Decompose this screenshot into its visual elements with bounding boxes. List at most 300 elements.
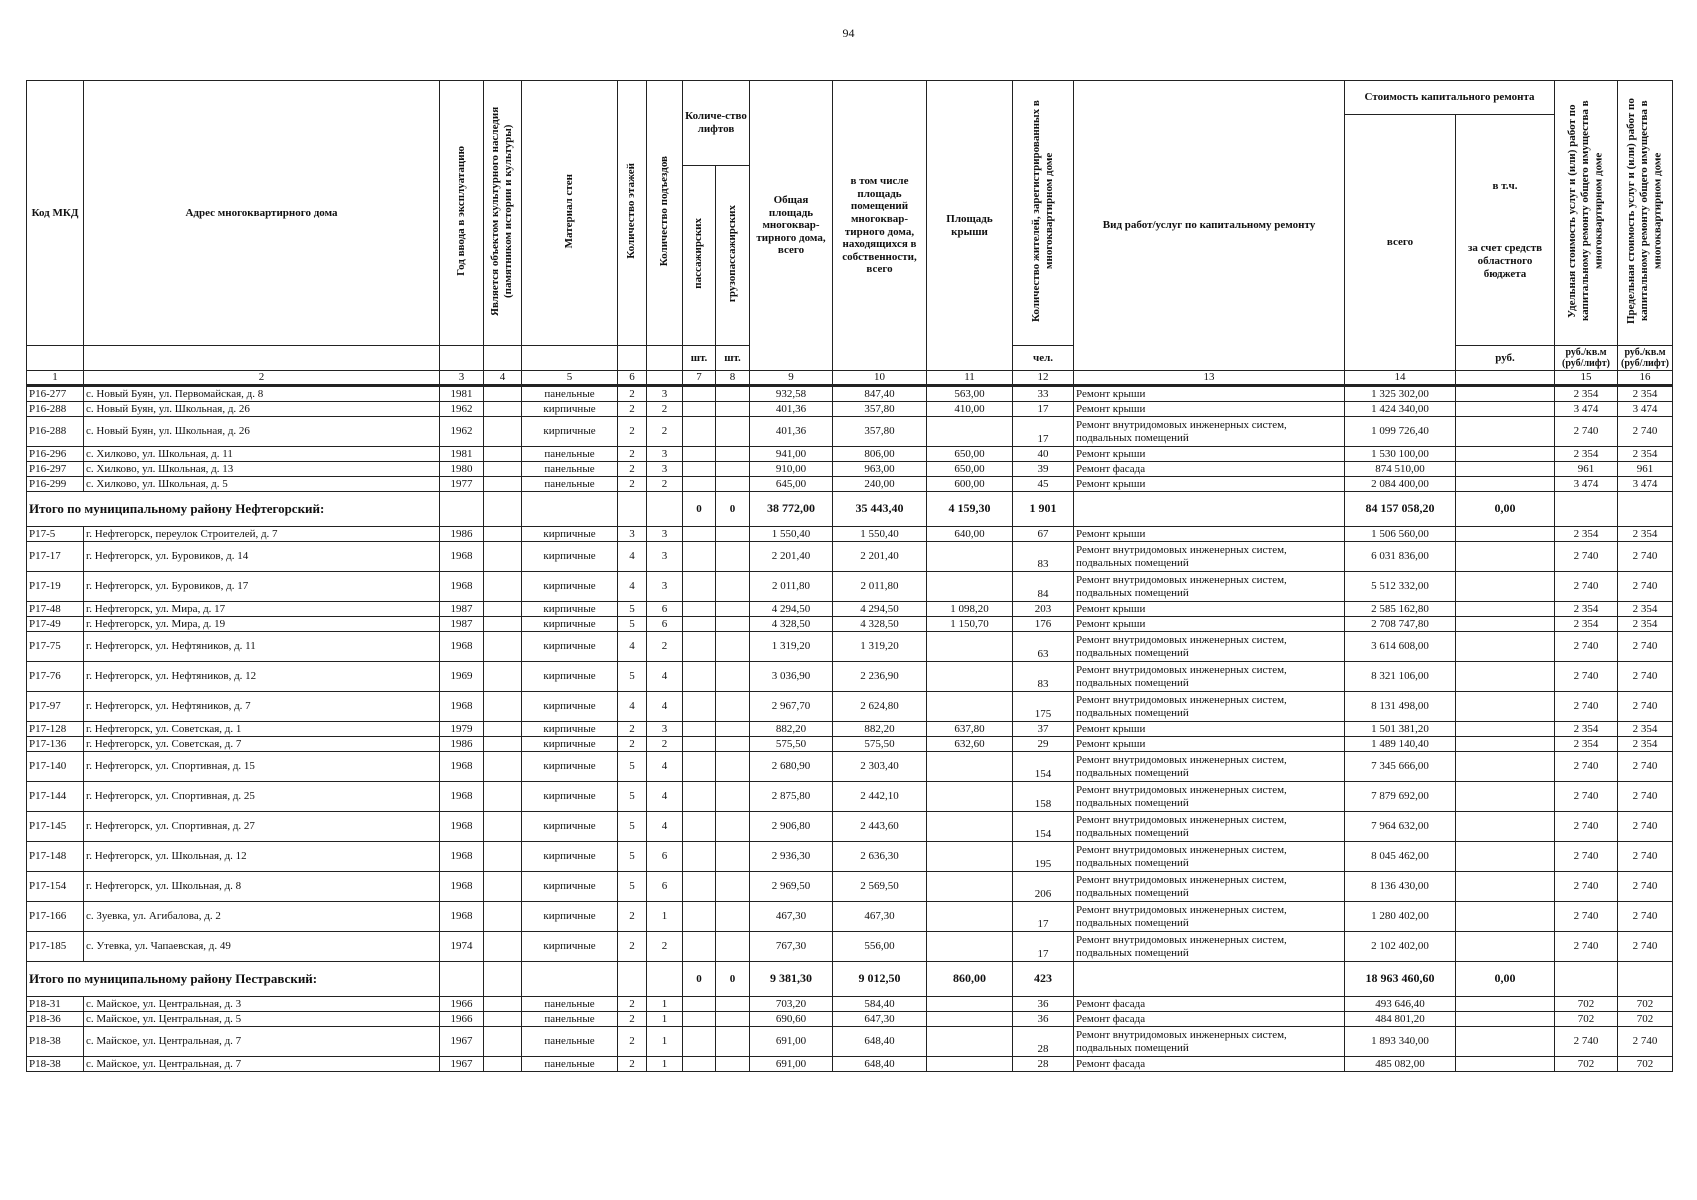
table-row <box>27 997 1673 1012</box>
cell-unit-cost: 2 740 <box>1555 632 1618 662</box>
cell-owned-area: 2 636,30 <box>833 842 927 872</box>
cell-lifts-cargo <box>716 417 750 447</box>
cell-cost-regional <box>1456 737 1555 752</box>
column-number: 2 <box>84 371 440 386</box>
cell-roof-area: 650,00 <box>927 447 1013 462</box>
cell-address: с. Утевка, ул. Чапаевская, д. 49 <box>84 932 440 962</box>
column-number: 15 <box>1555 371 1618 386</box>
cell-cost-total: 7 964 632,00 <box>1345 812 1456 842</box>
cell-residents: 33 <box>1013 386 1074 402</box>
cell-material: кирпичные <box>522 527 618 542</box>
cell-cost-total: 1 506 560,00 <box>1345 527 1456 542</box>
cell-cost-regional <box>1456 527 1555 542</box>
table-row <box>27 932 1673 962</box>
cell-address: г. Нефтегорск, ул. Школьная, д. 12 <box>84 842 440 872</box>
cell-owned-area: 1 550,40 <box>833 527 927 542</box>
cell-unit-cost: 2 354 <box>1555 617 1618 632</box>
table-row <box>27 812 1673 842</box>
cell-unit-cost: 2 740 <box>1555 572 1618 602</box>
total-value: 0,00 <box>1456 962 1555 997</box>
unit-pcs-passenger: шт. <box>683 346 716 371</box>
cell-unit-cost: 2 354 <box>1555 737 1618 752</box>
cell-cost-regional <box>1456 617 1555 632</box>
cell-work-type: Ремонт крыши <box>1074 617 1345 632</box>
cell-lifts-passenger <box>683 617 716 632</box>
district-total-row <box>27 492 1673 527</box>
header-material: Материал стен <box>522 81 618 346</box>
cell-year: 1968 <box>440 782 484 812</box>
table-row <box>27 602 1673 617</box>
column-number: 14 <box>1345 371 1456 386</box>
cell-unit-cost: 702 <box>1555 997 1618 1012</box>
cell-year: 1979 <box>440 722 484 737</box>
cell-code: Р17-154 <box>27 872 84 902</box>
cell-lifts-passenger <box>683 527 716 542</box>
cell-entrances: 1 <box>647 902 683 932</box>
empty-cell <box>522 492 618 527</box>
cell-owned-area: 2 442,10 <box>833 782 927 812</box>
cell-unit-cost: 2 740 <box>1555 692 1618 722</box>
cell-cost-total: 8 045 462,00 <box>1345 842 1456 872</box>
cell-year: 1968 <box>440 812 484 842</box>
cell-cost-total: 8 131 498,00 <box>1345 692 1456 722</box>
cell-cost-regional <box>1456 722 1555 737</box>
cell-address: г. Нефтегорск, ул. Мира, д. 17 <box>84 602 440 617</box>
cell-address: г. Нефтегорск, переулок Строителей, д. 7 <box>84 527 440 542</box>
cell-entrances: 4 <box>647 662 683 692</box>
cell-cost-regional <box>1456 782 1555 812</box>
cell-heritage <box>484 902 522 932</box>
column-number: 5 <box>522 371 618 386</box>
cell-year: 1968 <box>440 692 484 722</box>
cell-material: панельные <box>522 386 618 402</box>
cell-entrances: 3 <box>647 722 683 737</box>
cell-roof-area <box>927 997 1013 1012</box>
cell-lifts-cargo <box>716 872 750 902</box>
cell-max-cost: 2 354 <box>1618 386 1673 402</box>
column-number: 4 <box>484 371 522 386</box>
total-value: 4 159,30 <box>927 492 1013 527</box>
cell-work-type: Ремонт фасада <box>1074 462 1345 477</box>
cell-residents: 63 <box>1013 632 1074 662</box>
cell-unit-cost: 961 <box>1555 462 1618 477</box>
total-value: 9 381,30 <box>750 962 833 997</box>
cell-year: 1968 <box>440 542 484 572</box>
cell-address: г. Нефтегорск, ул. Советская, д. 1 <box>84 722 440 737</box>
cell-entrances: 4 <box>647 782 683 812</box>
cell-entrances: 2 <box>647 477 683 492</box>
cell-roof-area: 600,00 <box>927 477 1013 492</box>
cell-roof-area: 637,80 <box>927 722 1013 737</box>
total-value: 0 <box>683 962 716 997</box>
cell-code: Р17-48 <box>27 602 84 617</box>
cell-year: 1968 <box>440 752 484 782</box>
cell-roof-area <box>927 842 1013 872</box>
cell-lifts-cargo <box>716 1012 750 1027</box>
cell-address: г. Нефтегорск, ул. Мира, д. 19 <box>84 617 440 632</box>
cell-unit-cost: 702 <box>1555 1012 1618 1027</box>
cell-floors: 2 <box>618 447 647 462</box>
cell-residents: 158 <box>1013 782 1074 812</box>
cell-max-cost: 2 740 <box>1618 572 1673 602</box>
cell-cost-total: 493 646,40 <box>1345 997 1456 1012</box>
cell-lifts-passenger <box>683 812 716 842</box>
cell-owned-area: 1 319,20 <box>833 632 927 662</box>
cell-cost-total: 1 530 100,00 <box>1345 447 1456 462</box>
unit-rub-incl: руб. <box>1456 346 1555 371</box>
cell-unit-cost: 2 740 <box>1555 812 1618 842</box>
cell-address: с. Новый Буян, ул. Школьная, д. 26 <box>84 417 440 447</box>
header-cost-incl: в т.ч. <box>1492 179 1518 192</box>
cell-cost-regional <box>1456 842 1555 872</box>
cell-owned-area: 806,00 <box>833 447 927 462</box>
cell-material: кирпичные <box>522 602 618 617</box>
cell-owned-area: 2 236,90 <box>833 662 927 692</box>
cell-cost-total: 874 510,00 <box>1345 462 1456 477</box>
cell-lifts-cargo <box>716 1027 750 1057</box>
total-value: 1 901 <box>1013 492 1074 527</box>
cell-lifts-passenger <box>683 477 716 492</box>
cell-floors: 2 <box>618 902 647 932</box>
cell-total-area: 2 967,70 <box>750 692 833 722</box>
cell-floors: 5 <box>618 752 647 782</box>
unit-empty-7 <box>647 346 683 371</box>
cell-lifts-passenger <box>683 932 716 962</box>
cell-lifts-cargo <box>716 617 750 632</box>
cell-entrances: 6 <box>647 617 683 632</box>
cell-max-cost: 2 740 <box>1618 662 1673 692</box>
cell-total-area: 2 680,90 <box>750 752 833 782</box>
cell-address: г. Нефтегорск, ул. Спортивная, д. 15 <box>84 752 440 782</box>
cell-roof-area <box>927 902 1013 932</box>
column-number <box>647 371 683 386</box>
cell-cost-total: 2 084 400,00 <box>1345 477 1456 492</box>
cell-material: панельные <box>522 997 618 1012</box>
cell-total-area: 690,60 <box>750 1012 833 1027</box>
cell-floors: 2 <box>618 722 647 737</box>
cell-heritage <box>484 417 522 447</box>
cell-work-type: Ремонт крыши <box>1074 722 1345 737</box>
unit-per-sqm-15: руб./кв.м (руб/лифт) <box>1555 346 1618 371</box>
cell-year: 1968 <box>440 872 484 902</box>
cell-cost-total: 2 102 402,00 <box>1345 932 1456 962</box>
column-number <box>1456 371 1555 386</box>
cell-total-area: 2 011,80 <box>750 572 833 602</box>
cell-entrances: 1 <box>647 997 683 1012</box>
cell-max-cost: 2 740 <box>1618 812 1673 842</box>
column-number: 9 <box>750 371 833 386</box>
cell-work-type: Ремонт крыши <box>1074 602 1345 617</box>
cell-address: с. Зуевка, ул. Агибалова, д. 2 <box>84 902 440 932</box>
cell-material: кирпичные <box>522 737 618 752</box>
cell-heritage <box>484 737 522 752</box>
cell-code: Р17-17 <box>27 542 84 572</box>
cell-owned-area: 556,00 <box>833 932 927 962</box>
cell-floors: 5 <box>618 662 647 692</box>
cell-code: Р17-97 <box>27 692 84 722</box>
cell-entrances: 3 <box>647 386 683 402</box>
cell-year: 1974 <box>440 932 484 962</box>
table-row <box>27 542 1673 572</box>
header-lifts: Количе-ство лифтов <box>683 81 750 166</box>
cell-roof-area <box>927 932 1013 962</box>
cell-cost-regional <box>1456 872 1555 902</box>
cell-material: панельные <box>522 462 618 477</box>
cell-entrances: 1 <box>647 1027 683 1057</box>
cell-material: кирпичные <box>522 872 618 902</box>
cell-cost-regional <box>1456 812 1555 842</box>
cell-lifts-passenger <box>683 386 716 402</box>
cell-code: Р17-76 <box>27 662 84 692</box>
column-number: 6 <box>618 371 647 386</box>
cell-max-cost: 2 740 <box>1618 542 1673 572</box>
cell-entrances: 2 <box>647 417 683 447</box>
cell-work-type: Ремонт фасада <box>1074 1057 1345 1072</box>
cell-unit-cost: 2 740 <box>1555 542 1618 572</box>
header-work-type: Вид работ/услуг по капитальному ремонту <box>1074 81 1345 371</box>
table-row <box>27 872 1673 902</box>
cell-address: с. Майское, ул. Центральная, д. 5 <box>84 1012 440 1027</box>
header-cost: Стоимость капитального ремонта <box>1345 81 1555 115</box>
cell-address: г. Нефтегорск, ул. Буровиков, д. 17 <box>84 572 440 602</box>
cell-work-type: Ремонт внутридомовых инженерных систем, подвальных помещений <box>1074 782 1345 812</box>
cell-work-type: Ремонт внутридомовых инженерных систем, подвальных помещений <box>1074 752 1345 782</box>
cell-roof-area <box>927 1057 1013 1072</box>
cell-residents: 17 <box>1013 402 1074 417</box>
cell-cost-total: 3 614 608,00 <box>1345 632 1456 662</box>
total-value: 0 <box>683 492 716 527</box>
cell-floors: 5 <box>618 602 647 617</box>
cell-cost-regional <box>1456 662 1555 692</box>
cell-floors: 5 <box>618 842 647 872</box>
cell-residents: 17 <box>1013 902 1074 932</box>
cell-year: 1966 <box>440 997 484 1012</box>
cell-owned-area: 648,40 <box>833 1027 927 1057</box>
cell-lifts-cargo <box>716 572 750 602</box>
cell-total-area: 401,36 <box>750 417 833 447</box>
cell-residents: 17 <box>1013 932 1074 962</box>
cell-material: кирпичные <box>522 417 618 447</box>
cell-heritage <box>484 386 522 402</box>
total-value: 35 443,40 <box>833 492 927 527</box>
cell-total-area: 703,20 <box>750 997 833 1012</box>
cell-residents: 28 <box>1013 1057 1074 1072</box>
cell-cost-regional <box>1456 402 1555 417</box>
cell-address: с. Хилково, ул. Школьная, д. 5 <box>84 477 440 492</box>
cell-work-type: Ремонт крыши <box>1074 402 1345 417</box>
cell-cost-regional <box>1456 462 1555 477</box>
cell-unit-cost: 2 354 <box>1555 722 1618 737</box>
cell-lifts-passenger <box>683 997 716 1012</box>
cell-code: Р17-145 <box>27 812 84 842</box>
cell-heritage <box>484 402 522 417</box>
cell-entrances: 3 <box>647 542 683 572</box>
cell-total-area: 767,30 <box>750 932 833 962</box>
cell-owned-area: 2 303,40 <box>833 752 927 782</box>
cell-material: панельные <box>522 1027 618 1057</box>
cell-cost-total: 1 325 302,00 <box>1345 386 1456 402</box>
cell-total-area: 1 319,20 <box>750 632 833 662</box>
total-value: 423 <box>1013 962 1074 997</box>
unit-empty-4 <box>484 346 522 371</box>
cell-residents: 28 <box>1013 1027 1074 1057</box>
cell-material: панельные <box>522 447 618 462</box>
cell-unit-cost: 2 740 <box>1555 417 1618 447</box>
cell-owned-area: 4 328,50 <box>833 617 927 632</box>
header-year: Год ввода в эксплуатацию <box>440 81 484 346</box>
cell-total-area: 2 936,30 <box>750 842 833 872</box>
cell-work-type: Ремонт внутридомовых инженерных систем, подвальных помещений <box>1074 417 1345 447</box>
empty-cell <box>1555 962 1618 997</box>
cell-material: кирпичные <box>522 662 618 692</box>
cell-material: кирпичные <box>522 617 618 632</box>
cell-floors: 5 <box>618 872 647 902</box>
cell-heritage <box>484 527 522 542</box>
table-row <box>27 572 1673 602</box>
cell-heritage <box>484 542 522 572</box>
cell-heritage <box>484 812 522 842</box>
cell-entrances: 2 <box>647 632 683 662</box>
cell-total-area: 645,00 <box>750 477 833 492</box>
total-value: 860,00 <box>927 962 1013 997</box>
cell-heritage <box>484 1012 522 1027</box>
cell-work-type: Ремонт внутридомовых инженерных систем, подвальных помещений <box>1074 692 1345 722</box>
cell-year: 1962 <box>440 417 484 447</box>
cell-entrances: 3 <box>647 527 683 542</box>
header-lifts-passenger: пассажирских <box>683 166 716 346</box>
cell-heritage <box>484 752 522 782</box>
cell-material: кирпичные <box>522 402 618 417</box>
cell-cost-total: 7 879 692,00 <box>1345 782 1456 812</box>
cell-year: 1962 <box>440 402 484 417</box>
cell-cost-regional <box>1456 632 1555 662</box>
cell-total-area: 941,00 <box>750 447 833 462</box>
cell-heritage <box>484 617 522 632</box>
cell-work-type: Ремонт крыши <box>1074 737 1345 752</box>
cell-max-cost: 2 354 <box>1618 527 1673 542</box>
cell-roof-area <box>927 572 1013 602</box>
cell-cost-total: 485 082,00 <box>1345 1057 1456 1072</box>
header-owned-area: в том числе площадь помещений многоквар-тирного дома, находящихся в собственности, всего <box>833 81 927 371</box>
cell-max-cost: 2 740 <box>1618 692 1673 722</box>
empty-cell <box>484 962 522 997</box>
cell-max-cost: 3 474 <box>1618 477 1673 492</box>
cell-material: кирпичные <box>522 842 618 872</box>
cell-cost-total: 1 489 140,40 <box>1345 737 1456 752</box>
column-number: 7 <box>683 371 716 386</box>
cell-unit-cost: 3 474 <box>1555 477 1618 492</box>
total-value: 0,00 <box>1456 492 1555 527</box>
cell-code: Р17-49 <box>27 617 84 632</box>
cell-lifts-cargo <box>716 462 750 477</box>
cell-cost-total: 1 501 381,20 <box>1345 722 1456 737</box>
cell-lifts-cargo <box>716 542 750 572</box>
cell-residents: 176 <box>1013 617 1074 632</box>
cell-lifts-cargo <box>716 477 750 492</box>
cell-floors: 2 <box>618 932 647 962</box>
column-number: 10 <box>833 371 927 386</box>
cell-material: кирпичные <box>522 542 618 572</box>
cell-unit-cost: 2 740 <box>1555 752 1618 782</box>
cell-max-cost: 2 740 <box>1618 1027 1673 1057</box>
cell-roof-area: 1 150,70 <box>927 617 1013 632</box>
cell-floors: 2 <box>618 462 647 477</box>
cell-code: Р16-277 <box>27 386 84 402</box>
cell-address: с. Хилково, ул. Школьная, д. 13 <box>84 462 440 477</box>
cell-residents: 83 <box>1013 542 1074 572</box>
table-row <box>27 447 1673 462</box>
cell-work-type: Ремонт крыши <box>1074 527 1345 542</box>
cell-lifts-cargo <box>716 842 750 872</box>
cell-entrances: 4 <box>647 812 683 842</box>
empty-cell <box>484 492 522 527</box>
cell-year: 1986 <box>440 527 484 542</box>
cell-year: 1987 <box>440 617 484 632</box>
cell-material: кирпичные <box>522 812 618 842</box>
cell-owned-area: 584,40 <box>833 997 927 1012</box>
cell-code: Р16-288 <box>27 417 84 447</box>
cell-work-type: Ремонт внутридомовых инженерных систем, подвальных помещений <box>1074 932 1345 962</box>
cell-entrances: 4 <box>647 692 683 722</box>
empty-cell <box>647 492 683 527</box>
cell-address: г. Нефтегорск, ул. Спортивная, д. 27 <box>84 812 440 842</box>
cell-work-type: Ремонт внутридомовых инженерных систем, подвальных помещений <box>1074 632 1345 662</box>
cell-owned-area: 2 569,50 <box>833 872 927 902</box>
cell-entrances: 4 <box>647 752 683 782</box>
cell-roof-area: 640,00 <box>927 527 1013 542</box>
cell-max-cost: 702 <box>1618 997 1673 1012</box>
header-heritage: Является объектом культурного наследия (памятником истории и культуры) <box>484 81 522 346</box>
column-number: 3 <box>440 371 484 386</box>
header-roof-area: Площадь крыши <box>927 81 1013 371</box>
cell-lifts-cargo <box>716 386 750 402</box>
cell-heritage <box>484 722 522 737</box>
cell-address: с. Майское, ул. Центральная, д. 7 <box>84 1057 440 1072</box>
unit-empty-1 <box>27 346 84 371</box>
cell-cost-regional <box>1456 997 1555 1012</box>
cell-material: панельные <box>522 1057 618 1072</box>
cell-work-type: Ремонт внутридомовых инженерных систем, подвальных помещений <box>1074 872 1345 902</box>
cell-unit-cost: 2 740 <box>1555 902 1618 932</box>
cell-code: Р17-166 <box>27 902 84 932</box>
table-row <box>27 692 1673 722</box>
cell-lifts-passenger <box>683 542 716 572</box>
cell-total-area: 3 036,90 <box>750 662 833 692</box>
table-row <box>27 842 1673 872</box>
cell-lifts-passenger <box>683 722 716 737</box>
cell-address: г. Нефтегорск, ул. Нефтяников, д. 11 <box>84 632 440 662</box>
column-number: 12 <box>1013 371 1074 386</box>
header-address: Адрес многоквартирного дома <box>84 81 440 346</box>
cell-material: панельные <box>522 477 618 492</box>
cell-year: 1968 <box>440 632 484 662</box>
cell-lifts-passenger <box>683 872 716 902</box>
cell-max-cost: 2 740 <box>1618 932 1673 962</box>
cell-cost-total: 1 099 726,40 <box>1345 417 1456 447</box>
cell-unit-cost: 2 740 <box>1555 842 1618 872</box>
cell-cost-regional <box>1456 752 1555 782</box>
repair-program-table <box>26 80 1673 1072</box>
cell-code: Р18-36 <box>27 1012 84 1027</box>
cell-owned-area: 847,40 <box>833 386 927 402</box>
cell-roof-area: 563,00 <box>927 386 1013 402</box>
cell-entrances: 2 <box>647 737 683 752</box>
cell-work-type: Ремонт внутридомовых инженерных систем, подвальных помещений <box>1074 662 1345 692</box>
cell-code: Р17-5 <box>27 527 84 542</box>
cell-lifts-cargo <box>716 692 750 722</box>
cell-lifts-passenger <box>683 417 716 447</box>
cell-year: 1981 <box>440 386 484 402</box>
